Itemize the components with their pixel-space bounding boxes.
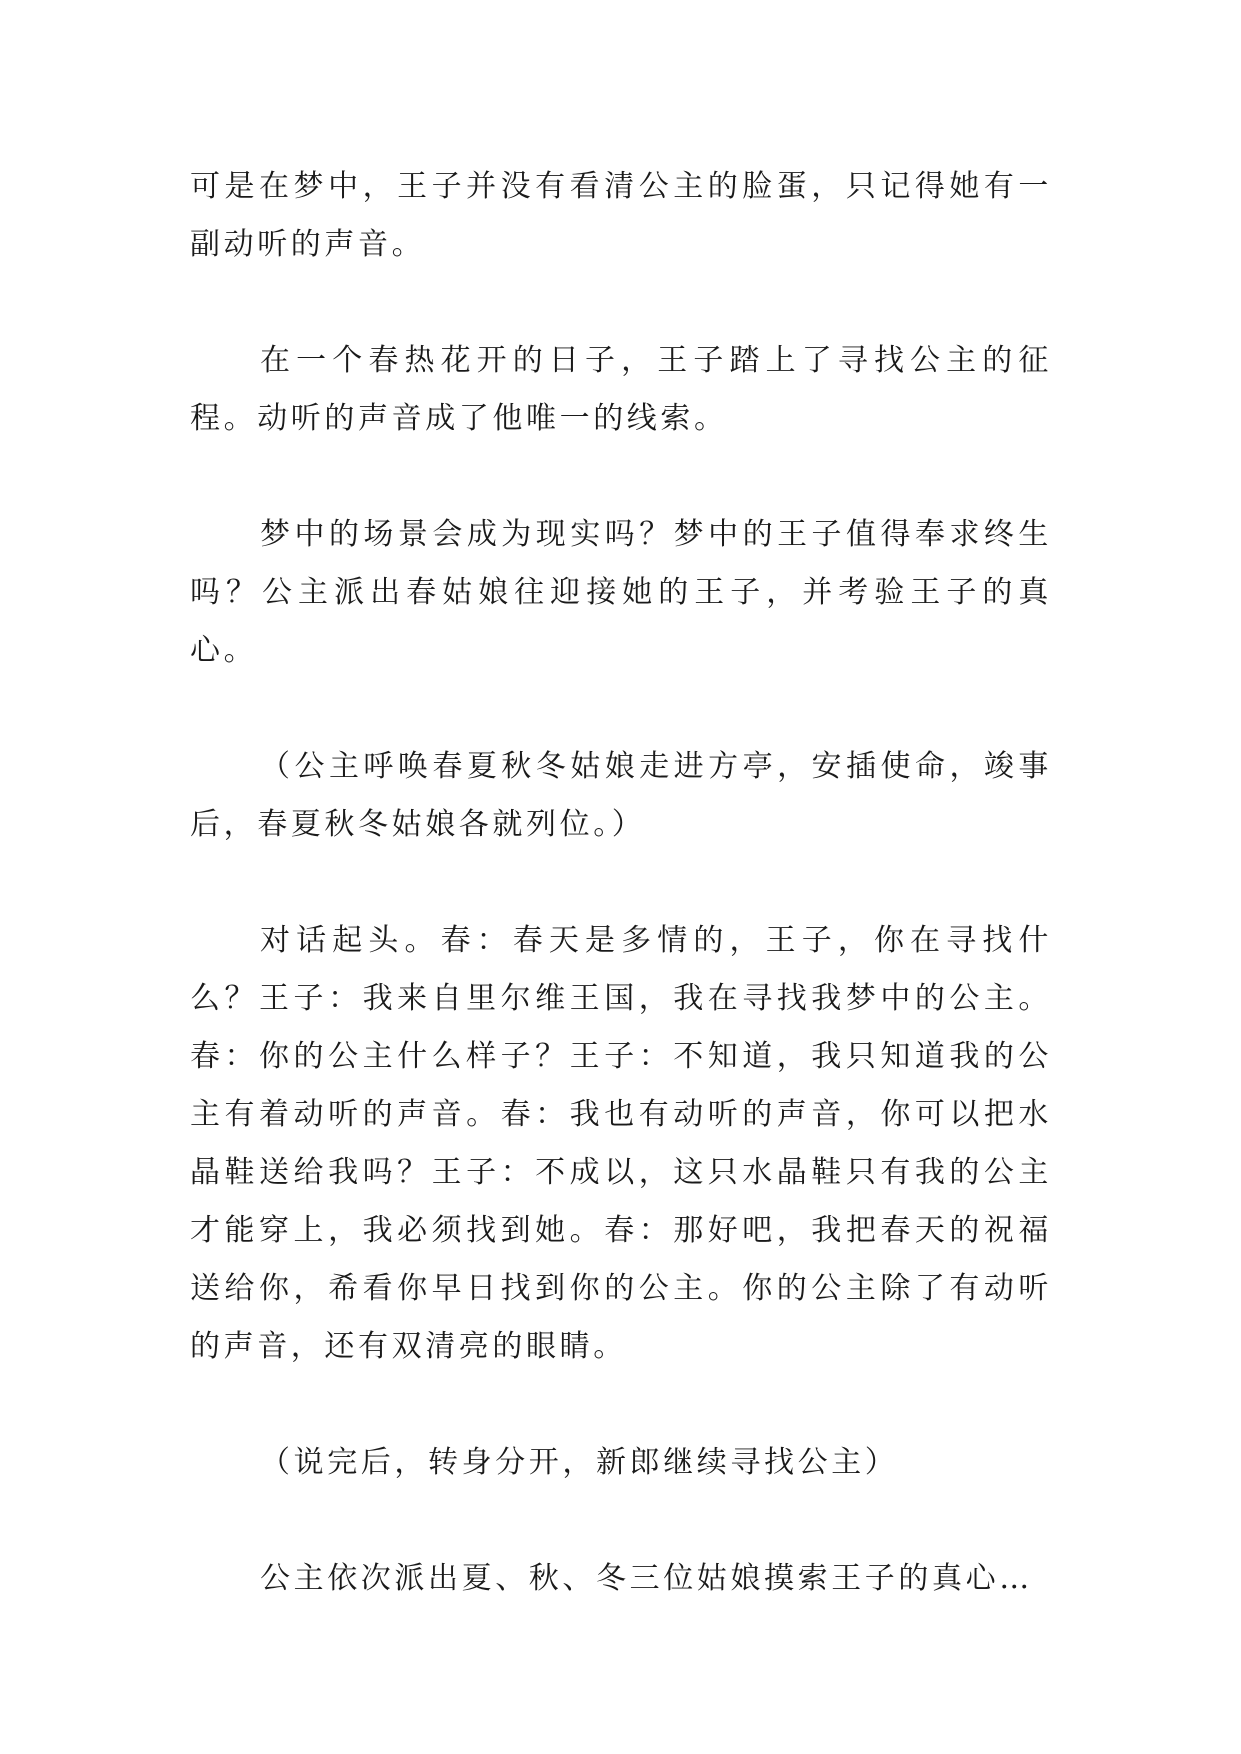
paragraph-4: （公主呼唤春夏秋冬姑娘走进方亭，安插使命，竣事后，春夏秋冬姑娘各就列位。） bbox=[190, 749, 1052, 842]
paragraph-3: 梦中的场景会成为现实吗？梦中的王子值得奉求终生吗？公主派出春姑娘往迎接她的王子，并考验王子的真心。 bbox=[190, 517, 1052, 668]
paragraph-1: 可是在梦中，王子并没有看清公主的脸蛋，只记得她有一副动听的声音。 bbox=[190, 169, 1052, 262]
paragraph-7: 公主依次派出夏、秋、冬三位姑娘摸索王子的真心… bbox=[260, 1561, 1033, 1596]
paragraph-2: 在一个春热花开的日子，王子踏上了寻找公主的征程。动听的声音成了他唯一的线索。 bbox=[190, 343, 1052, 436]
document-body bbox=[190, 158, 1052, 1608]
paragraph-5: 对话起头。春：春天是多情的，王子，你在寻找什么？王子：我来自里尔维王国，我在寻找我梦中的公主。春：你的公主什么样子？王子：不知道，我只知道我的公主有着动听的声音。春：我也有动听的声音，你可以把水晶鞋送给我吗？王子：不成以，这只水晶鞋只有我的公主才能穿上，我必须找到她。春：那好吧，我把春天的祝福送给你，希看你早日找到你的公主。你的公主除了有动听的声音，还有双清亮的眼睛。 bbox=[190, 923, 1052, 1364]
paragraph-6: （说完后，转身分开，新郎继续寻找公主） bbox=[260, 1445, 899, 1480]
